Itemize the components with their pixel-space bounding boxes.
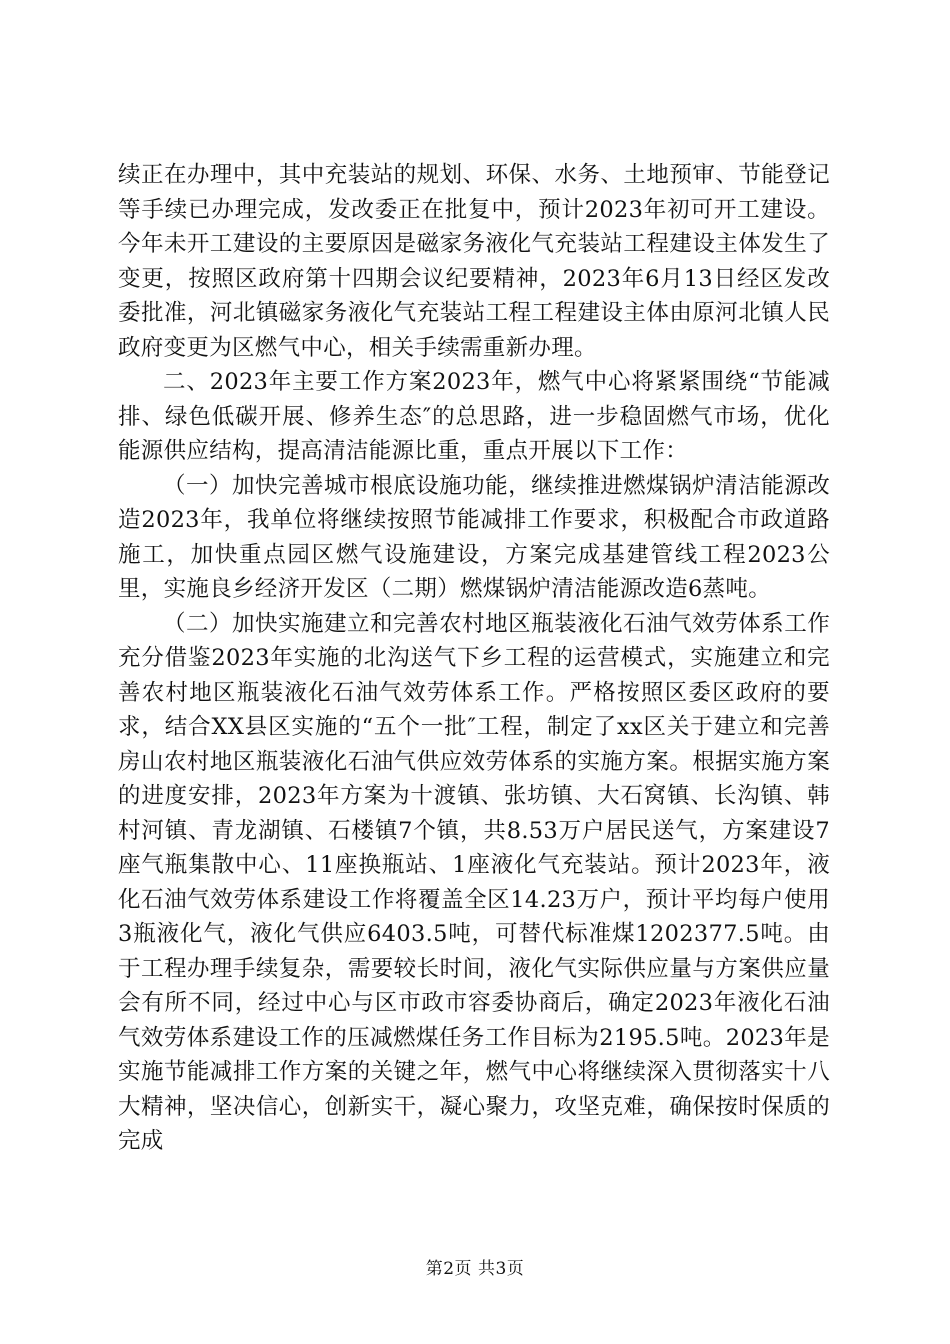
paragraph-continuation: 续正在办理中，其中充装站的规划、环保、水务、土地预审、节能登记等手续已办理完成，发改委正在批复中，预计2023年初可开工建设。今年未开工建设的主要原因是磁家务液化气充装站工程建设主体发生了变更，按照区政府第十四期会议纪要精神，2023年6月13日经区发改委批准，河北镇磁家务液化气充装站工程工程建设主体由原河北镇人民政府变更为区燃气中心，相关手续需重新办理。 xyxy=(118,162,830,361)
paragraph-item-two: （二）加快实施建立和完善农村地区瓶装液化石油气效劳体系工作充分借鉴2023年实施的北沟送气下乡工程的运营模式，实施建立和完善农村地区瓶装液化石油气效劳体系工作。严格按照区委区政府的要求，结合XX县区实施的“五个一批″工程，制定了xx区关于建立和完善房山农村地区瓶装液化石油气供应效劳体系的实施方案。根据实施方案的进度安排，2023年方案为十渡镇、张坊镇、大石窝镇、长沟镇、韩村河镇、青龙湖镇、石楼镇7个镇，共8.53万户居民送气，方案建设7座气瓶集散中心、11座换瓶站、1座液化气充装站。预计2023年，液化石油气效劳体系建设工作将覆盖全区14.23万户，预计平均每户使用3瓶液化气，液化气供应6403.5吨，可替代标准煤1202377.5吨。由于工程办理手续复杂，需要较长时间，液化气实际供应量与方案供应量会有所不同，经过中心与区市政市容委协商后，确定2023年液化石油气效劳体系建设工作的压减燃煤任务工作目标为2195.5吨。2023年是实施节能减排工作方案的关键之年，燃气中心将继续深入贯彻落实十八大精神，坚决信心，创新实干，凝心聚力，攻坚克难，确保按时保质的完成 xyxy=(118,610,830,1154)
paragraph-item-one: （一）加快完善城市根底设施功能，继续推进燃煤锅炉清洁能源改造2023年，我单位将继续按照节能减排工作要求，积极配合市政道路施工，加快重点园区燃气设施建设，方案完成基建管线工程2023公里，实施良乡经济开发区（二期）燃煤锅炉清洁能源改造6蒸吨。 xyxy=(118,472,830,602)
page-number-footer: 第2页 共3页 xyxy=(425,1259,525,1279)
document-body xyxy=(118,158,830,1159)
paragraph-section-two: 二、2023年主要工作方案2023年，燃气中心将紧紧围绕“节能减排、绿色低碳开展、修养生态″的总思路，进一步稳固燃气市场，优化能源供应结构，提高清洁能源比重，重点开展以下工作： xyxy=(118,369,830,464)
